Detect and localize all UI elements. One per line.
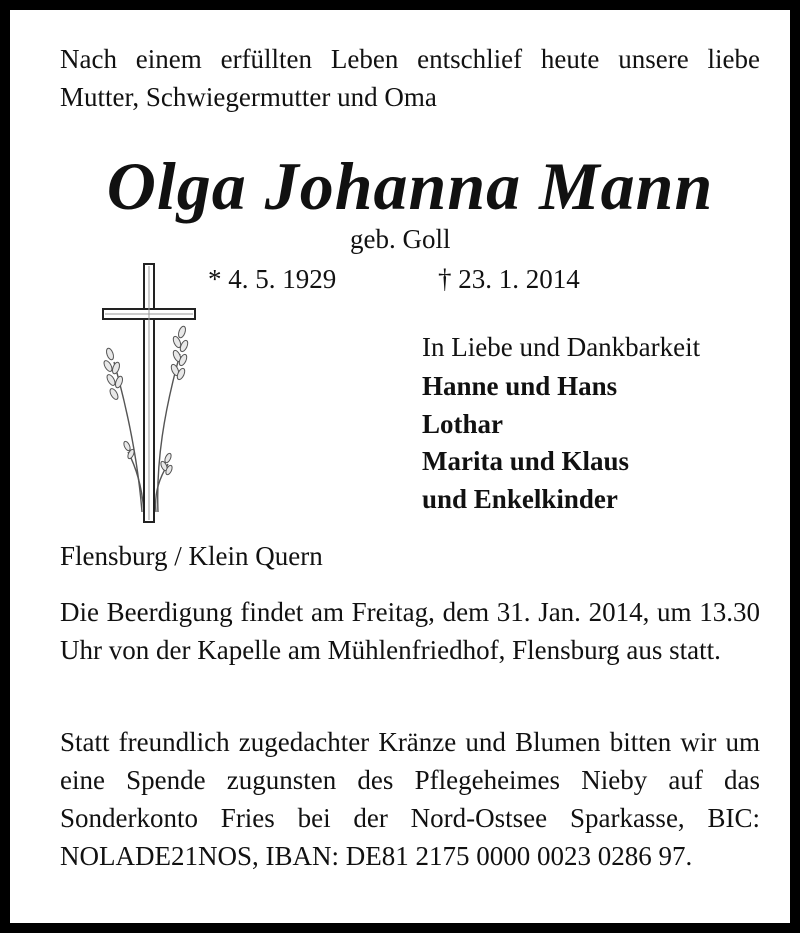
mourner-name: und Enkelkinder	[422, 483, 618, 514]
funeral-notice: Die Beerdigung findet am Freitag, dem 31. Jan. 2014, um 13.30 Uhr von der Kapelle am Mühlenfriedhof, Flensburg aus statt.	[60, 597, 760, 665]
mourner-name: Marita und Klaus	[422, 446, 630, 476]
birth-date: * 4. 5. 1929	[208, 264, 337, 294]
mourner-name: Lothar	[422, 408, 503, 439]
donation-notice: Statt freundlich zugedachter Kränze und Blumen bitten wir um eine Spende zugunsten des Pflegeheimes Nieby auf das Sonderkonto Fries bei der Nord-Ostsee Sparkasse, BIC: NOLADE21NOS, IBAN: DE81 2175 0000 0023 0286 97.	[60, 727, 760, 871]
cross-with-wheat-icon	[98, 262, 198, 526]
mourners-list	[422, 368, 629, 518]
thanks-line: In Liebe und Dankbarkeit	[422, 332, 701, 362]
place-line: Flensburg / Klein Quern	[60, 541, 323, 571]
death-date: † 23. 1. 2014	[438, 264, 580, 294]
intro-text: Nach einem erfüllten Leben entschlief heute unsere liebe Mutter, Schwiegermutter und Oma	[60, 44, 760, 112]
mourner-name: Hanne und Hans	[422, 371, 618, 401]
maiden-name: geb. Goll	[350, 224, 451, 254]
deceased-name: Olga Johanna Mann	[106, 148, 714, 224]
